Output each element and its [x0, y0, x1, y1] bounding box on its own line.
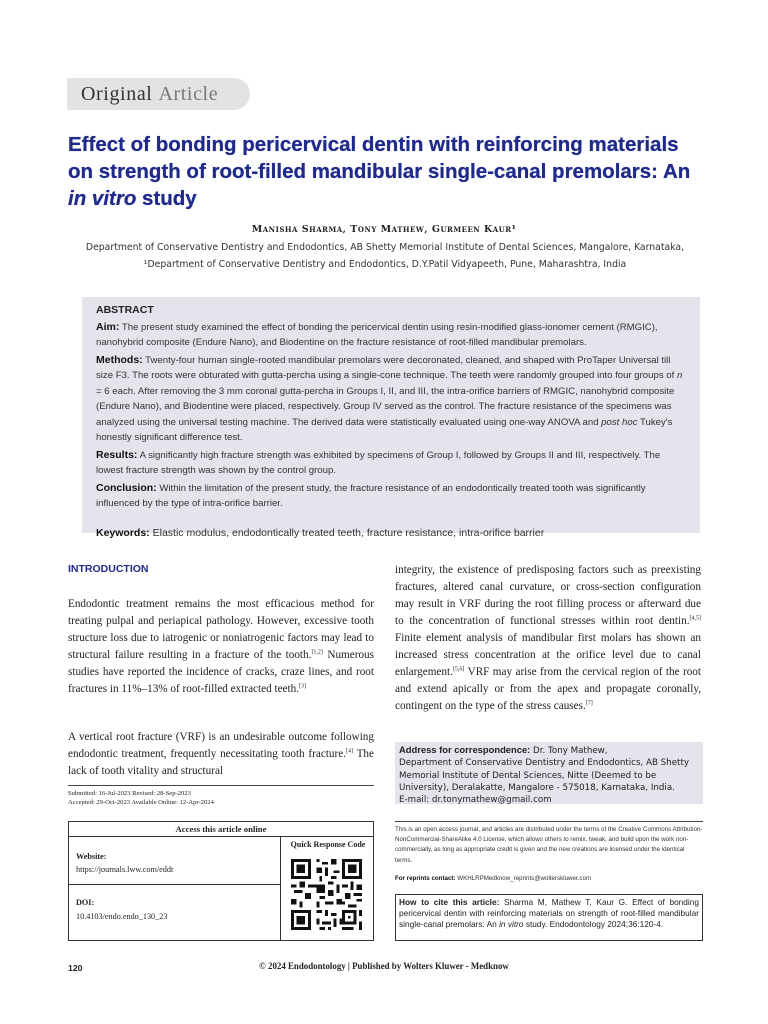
doi-link[interactable]: 10.4103/endo.endo_130_23 — [76, 912, 168, 921]
title-main: Effect of bonding pericervical dentin with reinforcing materials on strength of root-filled mandibular single-canal premolars: An — [68, 133, 691, 183]
author-list: Manisha Sharma, Tony Mathew, Gurmeen Kaur¹ — [251, 224, 517, 235]
website-link[interactable]: https://journals.lww.com/eddt — [76, 865, 174, 874]
page-number: 120 — [68, 963, 83, 973]
article-title — [68, 131, 708, 212]
intro-paragraph-1: Endodontic treatment remains the most efficacious method for treating pulpal and periapical pathology. However, excessive tooth structure loss due to iatrogenic or noniatrogenic factors may lead to structural failure resulting in a fracture of the tooth.[1,2] Numerous studies have reported the incidence of cracks, craze lines, and root fractures in 11%–13% of root-filled extracted teeth.[3] — [68, 598, 374, 695]
intro-paragraph-continued: integrity, the existence of predisposing factors such as preexisting fractures, altered canal curvature, or cross-section configuration may result in VRF during the root filling process or afterward due to the concentration of functional stresses within root dentin.[4,5] Finite element analysis of mandibular first molars has shown an increased stress concentration at the orifice level due to canal enlargement.[5,6] VRF may arise from the cervical region of the root and extend apically or from the apex and propagate coronally, contingent on the type of the stress causes.[7] — [395, 564, 701, 712]
abstract-heading: ABSTRACT — [96, 304, 154, 316]
doi-cell: DOI: 10.4103/endo.endo_130_23 — [69, 885, 280, 924]
abstract-methods: Methods: Twenty-four human single-rooted mandibular premolars were decoronated, cleaned, and shaped with ProTaper Universal till size F3. The roots were obturated with gutta-percha using a single-cone technique. The teeth were randomly grouped into four groups of n = 6 each. After removing the 3 mm coronal gutta-percha in Groups I, II, and III, the intra-orifice barriers of RMGIC, nanohybrid composite (Endure Nano), and Biodentine were placed, respectively. Group IV served as the control. The fracture resistance of the specimens was analyzed using the universal testing machine. The derived data were statistically evaluated using one-way ANOVA and post hoc Tukey's honestly significant difference test. — [96, 353, 683, 443]
access-online-box — [68, 821, 374, 941]
article-type-tag — [67, 78, 250, 110]
abstract-keywords: Keywords: Elastic modulus, endodontically treated teeth, fracture resistance, intra-orifice barrier — [96, 526, 545, 539]
abstract-box — [82, 297, 700, 539]
correspondence-email[interactable]: E-mail: dr.tonymathew@gmail.com — [399, 795, 552, 806]
title-end: study — [136, 187, 197, 210]
qr-cell — [282, 837, 374, 941]
qr-code-icon[interactable] — [291, 859, 362, 930]
abstract-results: Results: A significantly high fracture strength was exhibited by specimens of Group I, followed by Groups II and III, respectively. The lowest fracture strength was shown by the control group. — [96, 448, 661, 476]
qr-label: Quick Response Code — [290, 840, 366, 849]
license-divider — [395, 821, 703, 822]
abstract-aim: Aim: The present study examined the effect of bonding the pericervical dentin using resin-modified glass-ionomer cement (RMGIC), nanohybrid composite (Endure Nano), and Biodentine on the fracture resistance of root-filled mandibular premolars. — [96, 320, 658, 348]
affiliation-1: Department of Conservative Dentistry and Endodontics, AB Shetty Memorial Institute of Dental Sciences, Mangalore, Karnataka, — [85, 242, 685, 253]
dates-line-2: Accepted: 29-Oct-2023 Available Online: 12-Apr-2024 — [68, 799, 214, 806]
intro-paragraph-2: A vertical root fracture (VRF) is an undesirable outcome following endodontic treatment, frequently necessitating tooth fracture.[4] The lack of tooth vitality and structural — [68, 731, 374, 777]
affiliation-2: ¹Department of Conservative Dentistry and Endodontics, D.Y.Patil Vidyapeeth, Pune, Maharashtra, India — [143, 259, 627, 270]
submission-dates — [68, 789, 214, 807]
license-text: This is an open access journal, and articles are distributed under the terms of the Creative Commons Attribution-NonCommercial-ShareAlike 4.0 License, which allows others to remix, tweak, and build upon the work non-commercially, as long as appropriate credit is given and the new creations are licensed under the identical terms. — [395, 826, 703, 864]
introduction-heading: INTRODUCTION — [68, 563, 149, 575]
access-heading: Access this article online — [69, 822, 373, 837]
correspondence-box: Address for correspondence: Dr. Tony Mathew, Department of Conservative Dentistry and Endodontics, AB Shetty Memorial Institute of Dental Sciences, Nitte (Deemed to be University), Deralakatte, Mangalore - 575018, Karnataka, India. E-mail: dr.tonymathew@gmail.com — [395, 742, 703, 804]
reprints-contact: For reprints contact: WKHLRPMedknow_reprints@wolterskluwer.com — [395, 875, 592, 882]
dates-divider — [68, 785, 374, 786]
article-type-word2: Article — [158, 82, 219, 105]
correspondence-address: Department of Conservative Dentistry and Endodontics, AB Shetty Memorial Institute of Dental Sciences, Nitte (Deemed to be University), Deralakatte, Mangalore - 575018, Karnataka, India. — [399, 758, 689, 793]
article-type-word1: Original — [81, 82, 153, 105]
title-italic: in vitro — [68, 187, 137, 210]
abstract-conclusion: Conclusion: Within the limitation of the present study, the fracture resistance of an endodontically treated tooth was significantly influenced by the type of intra-orifice barrier. — [96, 481, 646, 509]
page-footer: © 2024 Endodontology | Published by Wolters Kluwer - Medknow — [259, 961, 509, 971]
website-cell: Website: https://journals.lww.com/eddt — [69, 837, 280, 885]
dates-line-1: Submitted: 16-Jul-2023 Revised: 28-Sep-2023 — [68, 790, 191, 797]
citation-box: How to cite this article: Sharma M, Mathew T, Kaur G. Effect of bonding pericervical dentin with reinforcing materials on strength of root-filled mandibular single-canal premolars: An in vitro study. Endodontology 2024;36:120-4. — [395, 894, 703, 941]
